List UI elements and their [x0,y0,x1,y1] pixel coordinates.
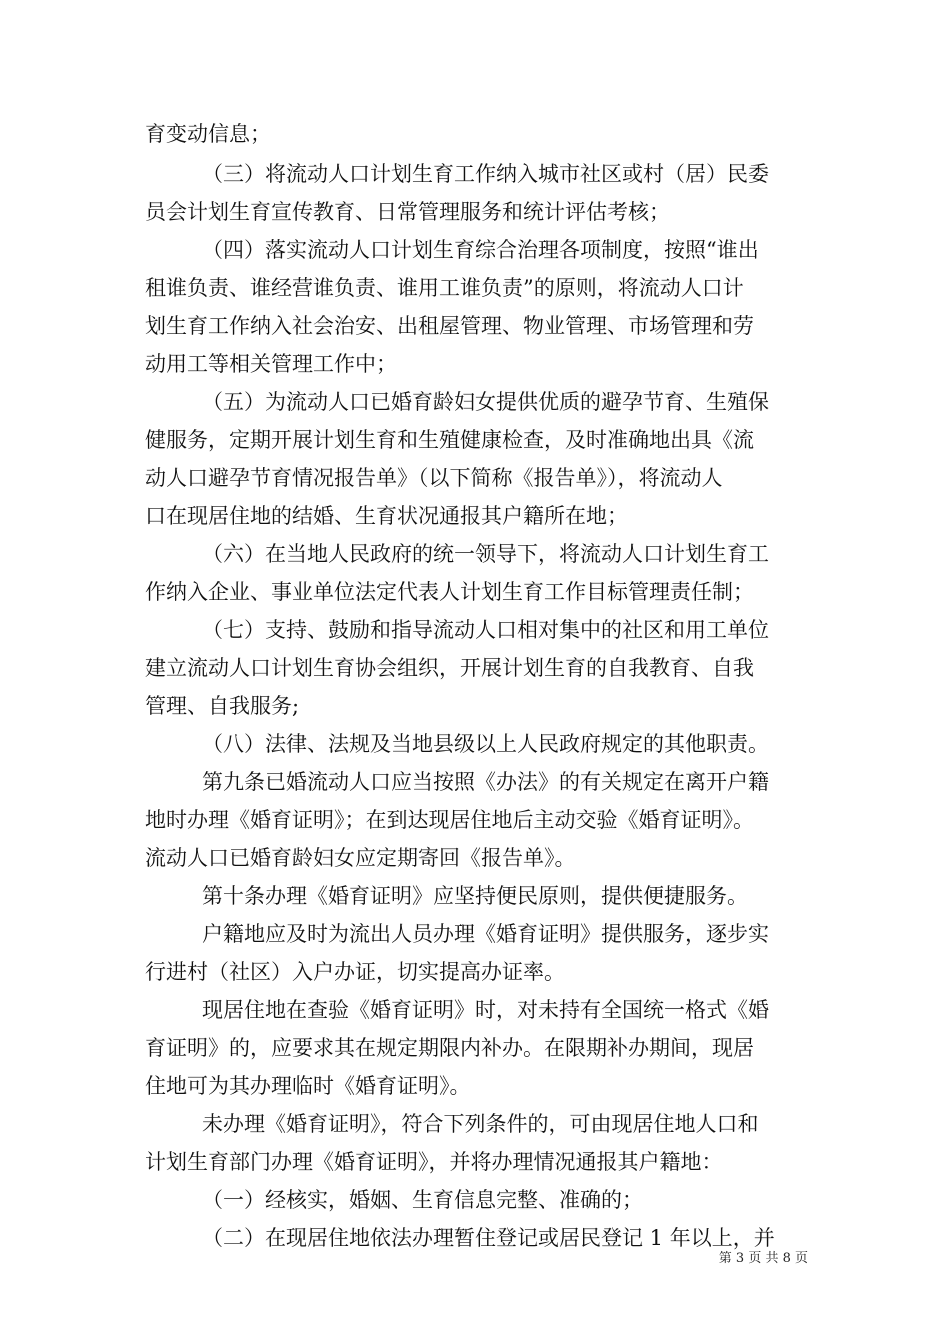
text-line: 第十条办理《婚育证明》应坚持便民原则，提供便捷服务。 [202,884,748,908]
page-number: 第 3 页 共 8 页 [718,1251,808,1266]
text-line: （八）法律、法规及当地县级以上人民政府规定的其他职责。 [202,732,769,756]
text-line: （四）落实流动人口计划生育综合治理各项制度，按照“谁出 [202,238,759,262]
text-line: 户籍地应及时为流出人员办理《婚育证明》提供服务，逐步实 [202,922,769,946]
text-line: 计划生育部门办理《婚育证明》，并将办理情况通报其户籍地： [145,1150,723,1174]
text-line: 口在现居住地的结婚、生育状况通报其户籍所在地； [145,504,628,528]
text-line: 动人口避孕节育情况报告单》（以下简称《报告单》），将流动人 [145,466,723,490]
text-line: （三）将流动人口计划生育工作纳入城市社区或村（居）民委 [202,162,769,186]
text-line: 建立流动人口计划生育协会组织，开展计划生育的自我教育、自我 [145,656,754,680]
text-line: 作纳入企业、事业单位法定代表人计划生育工作目标管理责任制； [145,580,754,604]
text-line: （二）在现居住地依法办理暂住登记或居民登记 1 年以上，并 [202,1226,775,1250]
text-line: （五）为流动人口已婚育龄妇女提供优质的避孕节育、生殖保 [202,390,769,414]
text-line: 住地可为其办理临时《婚育证明》。 [145,1074,471,1098]
text-line: 管理、自我服务; [145,694,300,718]
text-line: 动用工等相关管理工作中； [145,352,397,376]
text-line: 育证明》的，应要求其在规定期限内补办。在限期补办期间，现居 [145,1036,754,1060]
text-line: （七）支持、鼓励和指导流动人口相对集中的社区和用工单位 [202,618,769,642]
text-line: 员会计划生育宣传教育、日常管理服务和统计评估考核； [145,200,670,224]
text-line: 划生育工作纳入社会治安、出租屋管理、物业管理、市场管理和劳 [145,314,754,338]
text-line: 未办理《婚育证明》，符合下列条件的，可由现居住地人口和 [202,1112,759,1136]
text-line: 行进村（社区）入户办证，切实提高办证率。 [145,960,565,984]
text-line: （一）经核实，婚姻、生育信息完整、准确的； [202,1188,643,1212]
text-line: （六）在当地人民政府的统一领导下，将流动人口计划生育工 [202,542,769,566]
text-line: 现居住地在查验《婚育证明》时，对未持有全国统一格式《婚 [202,998,769,1022]
text-line: 地时办理《婚育证明》；在到达现居住地后主动交验《婚育证明》。 [145,808,754,832]
text-line: 育变动信息； [145,122,271,146]
text-line: 流动人口已婚育龄妇女应定期寄回《报告单》。 [145,846,576,870]
text-line: 第九条已婚流动人口应当按照《办法》的有关规定在离开户籍 [202,770,769,794]
text-line: 租谁负责、谁经营谁负责、谁用工谁负责”的原则，将流动人口计 [145,276,744,300]
text-line: 健服务，定期开展计划生育和生殖健康检查，及时准确地出具《流 [145,428,754,452]
